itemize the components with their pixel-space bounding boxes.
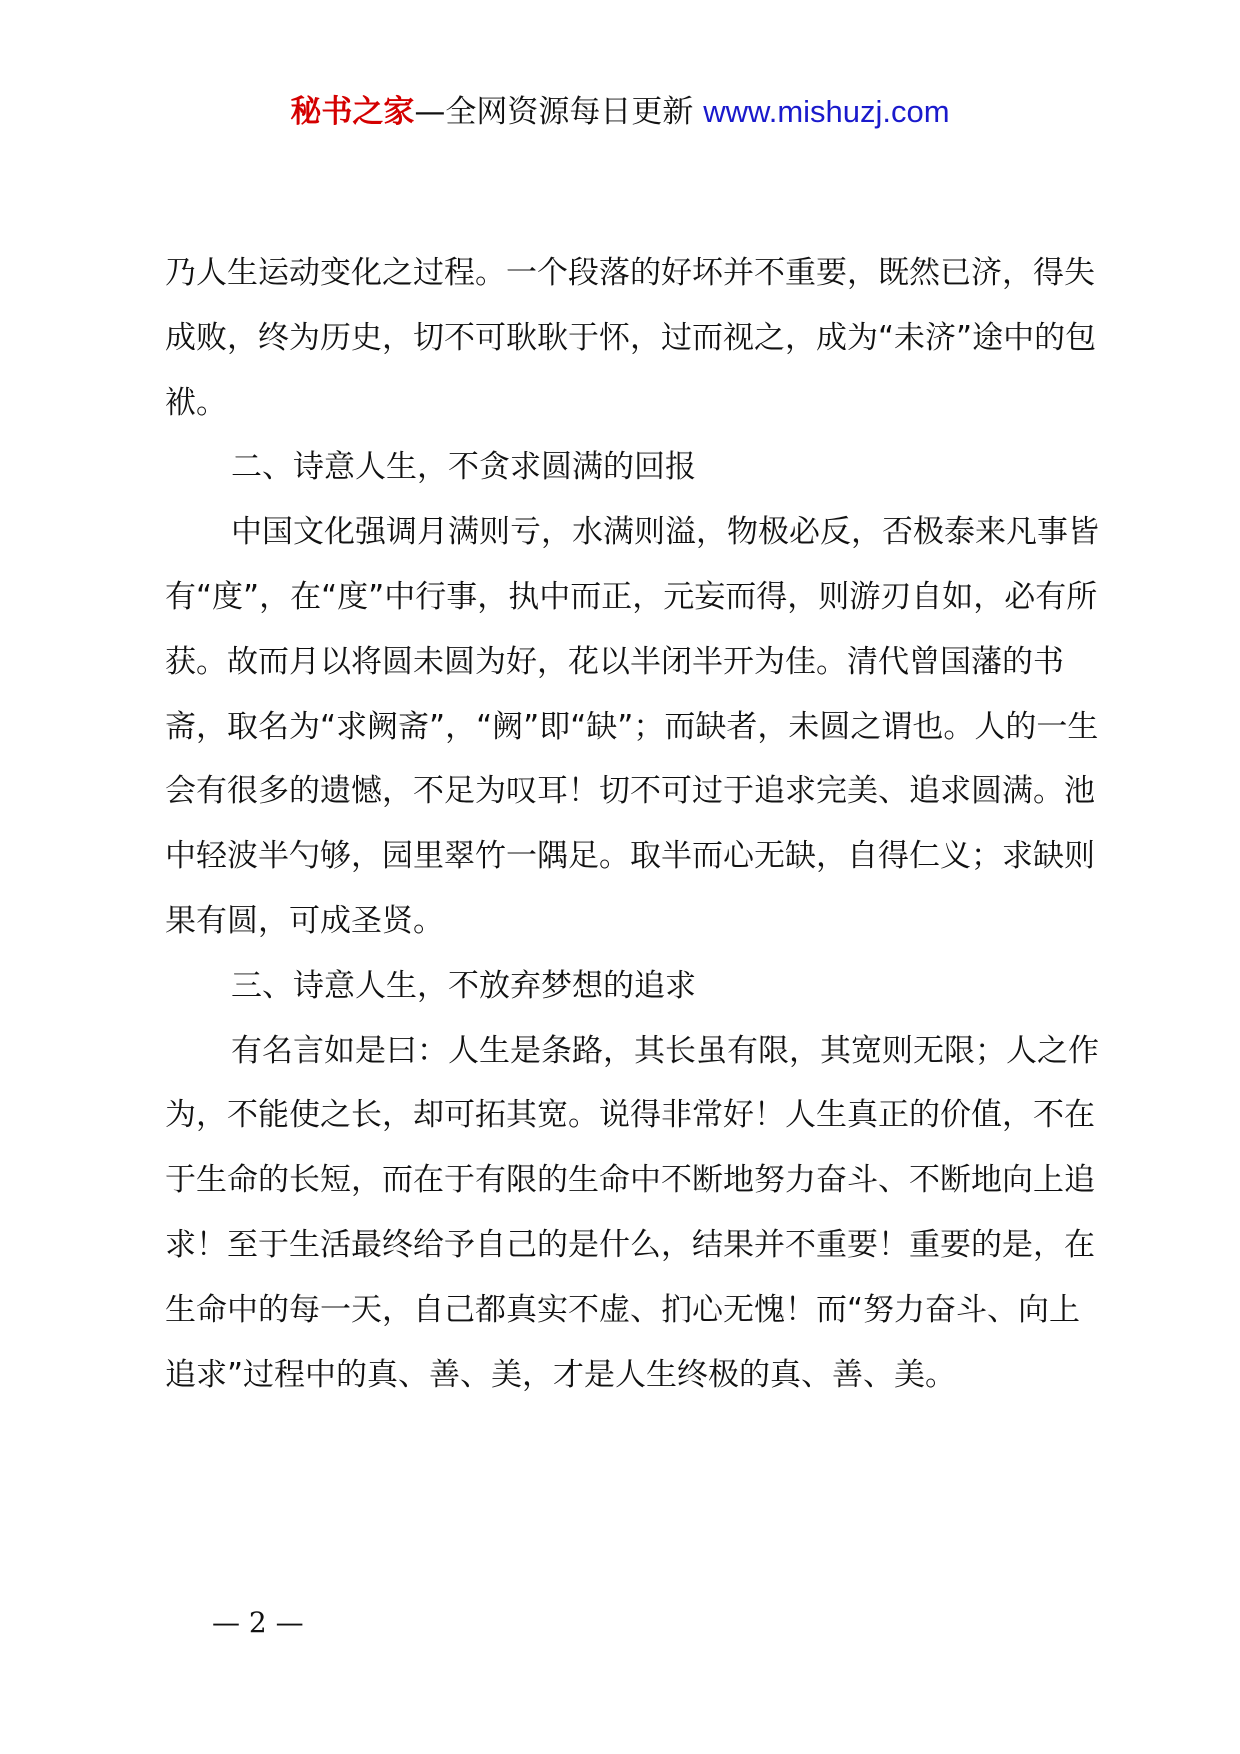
site-tagline: —全网资源每日更新 bbox=[414, 94, 704, 130]
site-header bbox=[0, 92, 1240, 132]
section-heading: 三、诗意人生，不放弃梦想的追求 bbox=[231, 967, 696, 1004]
site-brand: 秘书之家 bbox=[290, 94, 415, 130]
paragraph: 中国文化强调月满则亏，水满则溢，物极必反，否极泰来凡事皆有“度”，在“度”中行事，执中而正，元妄而得，则游刃自如，必有所获。故而月以将圆未圆为好，花以半闭半开为佳。清代曾国藩的书斋，取名为“求阙斋”，“阙”即“缺”；而缺者，未圆之谓也。人的一生会有很多的遗憾，不足为叹耳！切不可过于追求完美、追求圆满。池中轻波半勺够，园里翠竹一隅足。取半而心无缺，自得仁义；求缺则果有圆，可成圣贤。 bbox=[165, 514, 1099, 939]
article-body bbox=[165, 241, 1105, 1407]
section-heading: 二、诗意人生，不贪求圆满的回报 bbox=[231, 449, 696, 486]
paragraph: 有名言如是曰：人生是条路，其长虽有限，其宽则无限；人之作为，不能使之长，却可拓其宽。说得非常好！人生真正的价值，不在于生命的长短，而在于有限的生命中不断地努力奋斗、不断地向上追求！至于生活最终给予自己的是什么，结果并不重要！重要的是，在生命中的每一天，自己都真实不虚、扪心无愧！而“努力奋斗、向上追求”过程中的真、善、美，才是人生终极的真、善、美。 bbox=[165, 1032, 1099, 1393]
site-url: www.mishuzj.com bbox=[703, 94, 950, 129]
page-number: — 2 — bbox=[212, 1606, 304, 1639]
paragraph: 乃人生运动变化之过程。一个段落的好坏并不重要，既然已济，得失成败，终为历史，切不可耿耿于怀，过而视之，成为“未济”途中的包袱。 bbox=[165, 255, 1097, 421]
